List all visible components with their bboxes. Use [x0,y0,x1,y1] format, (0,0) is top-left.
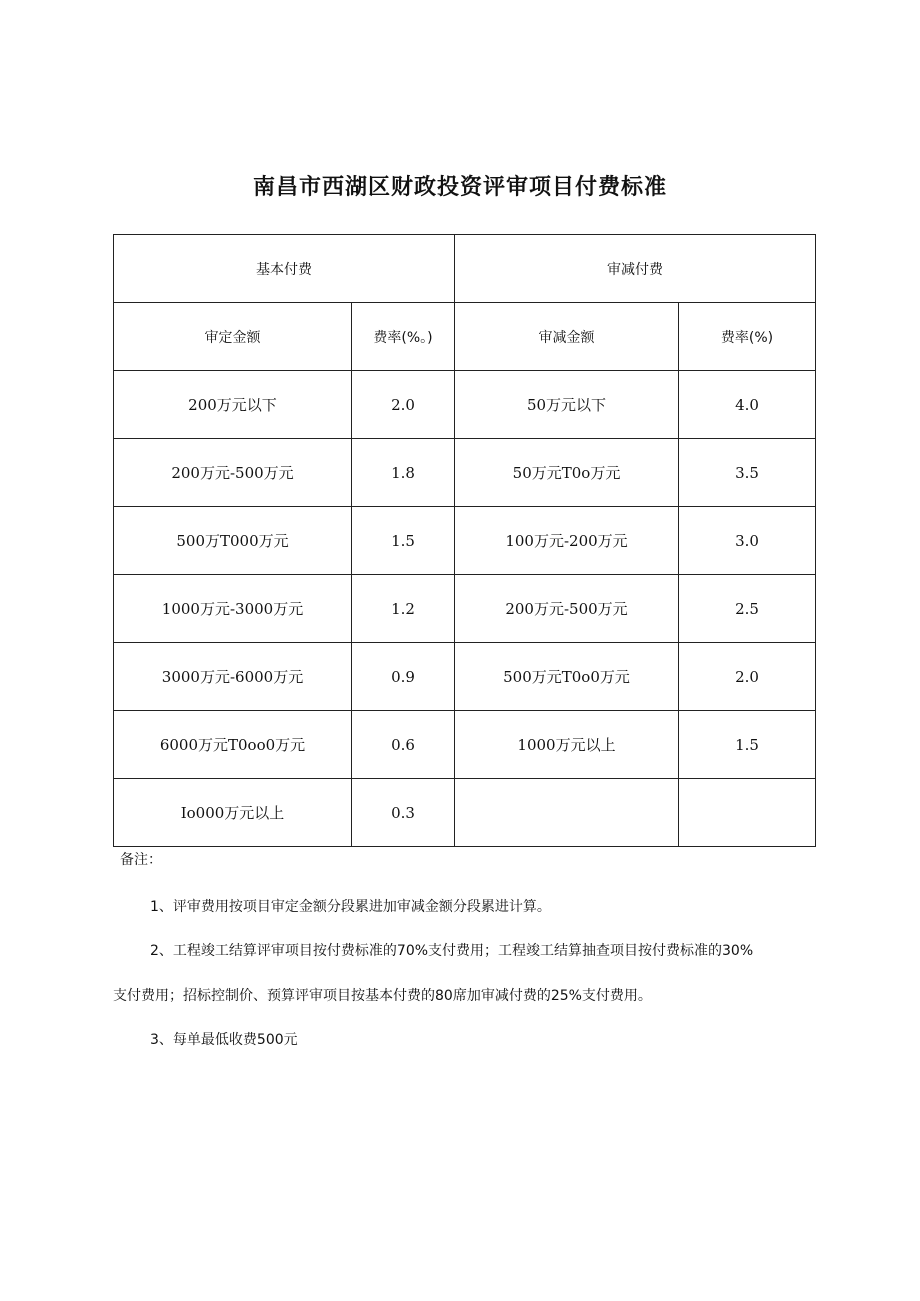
table-row [114,711,816,779]
table-cell: 200万元-500万元 [114,439,352,507]
table-cell: 1.5 [352,507,455,575]
table-cell: 2.5 [679,575,816,643]
table-cell: 500万元T0o0万元 [455,643,679,711]
note-item-1: 1、评审费用按项目审定金额分段累进加审减金额分段累进计算。 [150,899,551,915]
table-cell: 100万元-200万元 [455,507,679,575]
table-cell: 0.3 [352,779,455,847]
table-cell: 1000万元以上 [455,711,679,779]
column-header-reduced-amount: 审减金额 [455,303,679,371]
table-cell: 1.5 [679,711,816,779]
table-cell: 3000万元-6000万元 [114,643,352,711]
table-cell: 0.9 [352,643,455,711]
group-header-basic-fee: 基本付费 [114,235,455,303]
table-cell: 200万元以下 [114,371,352,439]
table-cell: 1.8 [352,439,455,507]
table-row [114,371,816,439]
table-cell: 2.0 [352,371,455,439]
note-item-3: 3、每单最低收费500元 [150,1032,298,1048]
table-cell: 1.2 [352,575,455,643]
table-cell: 2.0 [679,643,816,711]
table-cell: 3.0 [679,507,816,575]
table-cell: 3.5 [679,439,816,507]
table-row [114,439,816,507]
column-header-approved-amount: 审定金额 [114,303,352,371]
fee-standard-table [113,234,816,847]
table-cell [455,779,679,847]
table-row [114,575,816,643]
table-cell: 0.6 [352,711,455,779]
note-item-2: 2、工程竣工结算评审项目按付费标准的70%支付费用；工程竣工结算抽查项目按付费标准的30% [150,943,754,959]
table-cell: 50万元以下 [455,371,679,439]
column-header-basic-rate: 费率(%。) [352,303,455,371]
page-title: 南昌市西湖区财政投资评审项目付费标准 [252,175,667,200]
group-header-row [114,235,816,303]
group-header-reduction-fee: 审减付费 [455,235,816,303]
table-cell: 1000万元-3000万元 [114,575,352,643]
table-cell: 6000万元T0oo0万元 [114,711,352,779]
notes-label: 备注： [120,852,162,868]
table-cell: 500万T000万元 [114,507,352,575]
table-cell [679,779,816,847]
column-header-reduction-rate: 费率(%) [679,303,816,371]
note-item-2-continued: 支付费用；招标控制价、预算评审项目按基本付费的80席加审减付费的25%支付费用。 [113,988,652,1004]
table-row [114,507,816,575]
table-cell: 4.0 [679,371,816,439]
table-row [114,643,816,711]
table-cell: 200万元-500万元 [455,575,679,643]
table-cell: Io000万元以上 [114,779,352,847]
table-row [114,779,816,847]
table-cell: 50万元T0o万元 [455,439,679,507]
column-header-row [114,303,816,371]
